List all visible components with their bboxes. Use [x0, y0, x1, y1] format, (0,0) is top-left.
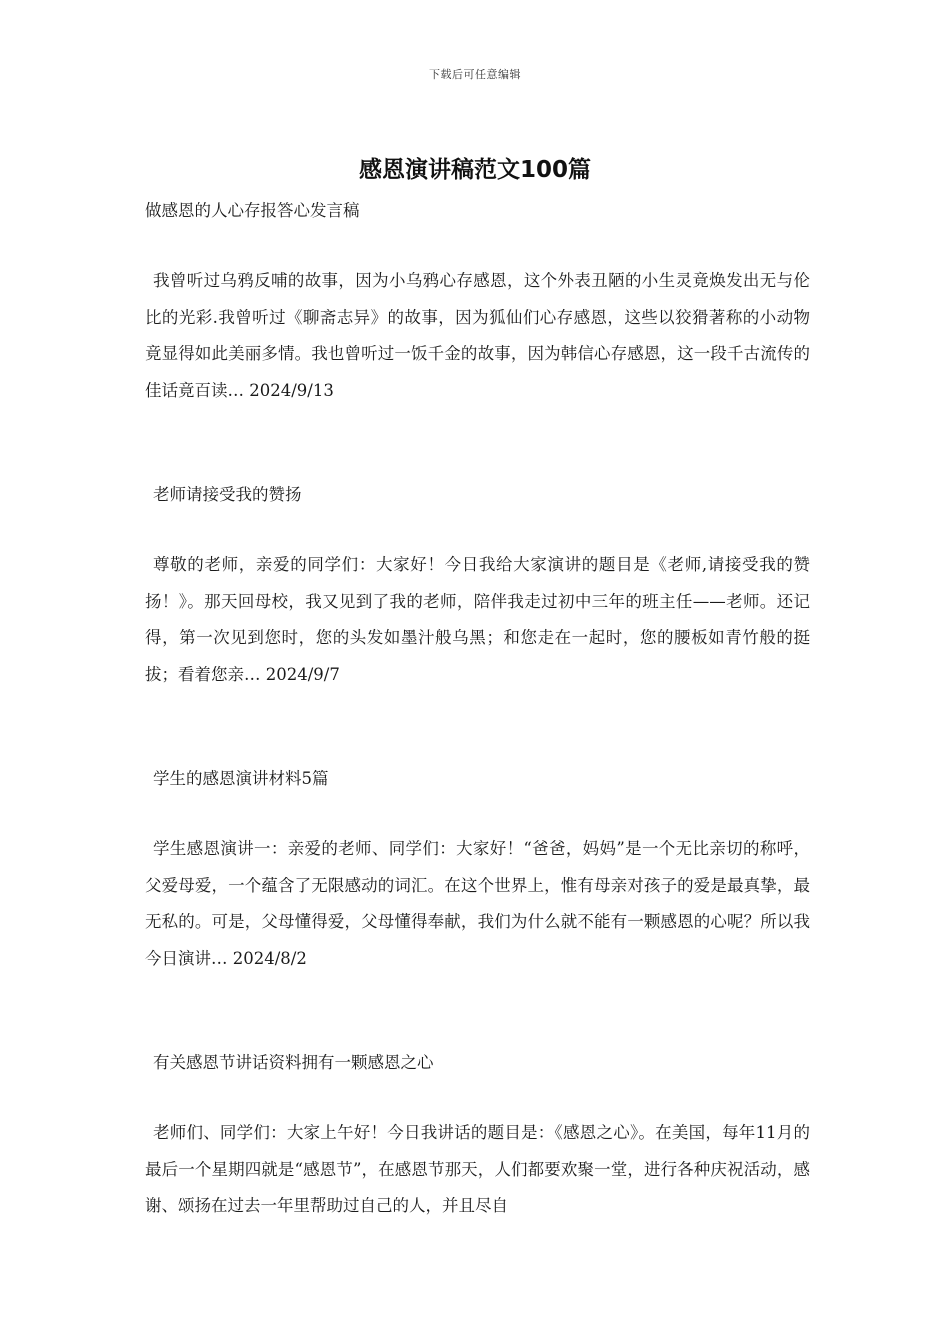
article-body	[145, 828, 810, 977]
article-4	[145, 1047, 810, 1225]
article-date: 2024/8/2	[232, 948, 307, 968]
article-heading: 有关感恩节讲话资料拥有一颗感恩之心	[153, 1053, 434, 1072]
article-date: 2024/9/7	[265, 664, 340, 684]
article-excerpt: 老师们、同学们：大家上午好！今日我讲话的题目是：《感恩之心》。在美国，每年11月的最后一个星期四就是“感恩节”，在感恩节那天，人们都要欢聚一堂，进行各种庆祝活动，感谢、颂扬在过去一年里帮助过自己的人，并且尽自	[145, 1123, 810, 1215]
article-body	[145, 1112, 810, 1225]
document-title: 感恩演讲稿范文100篇	[358, 157, 591, 183]
article-excerpt: 我曾听过乌鸦反哺的故事，因为小乌鸦心存感恩，这个外表丑陋的小生灵竟焕发出无与伦比的光彩.我曾听过《聊斋志异》的故事，因为狐仙们心存感恩，这些以狡猾著称的小动物竟显得如此美丽多情。我也曾听过一饭千金的故事，因为韩信心存感恩，这一段千古流传的佳话竟百读…	[145, 271, 810, 400]
article-excerpt: 尊敬的老师，亲爱的同学们：大家好！今日我给大家演讲的题目是《老师,请接受我的赞扬！》。那天回母校，我又见到了我的老师，陪伴我走过初中三年的班主任——老师。还记得，第一次见到您时，您的头发如墨汁般乌黑；和您走在一起时，您的腰板如青竹般的挺拔；看着您亲…	[145, 555, 810, 684]
article-body	[145, 260, 810, 409]
header-note: 下载后可任意编辑	[429, 68, 521, 81]
article-heading: 学生的感恩演讲材料5篇	[153, 769, 329, 788]
article-3	[145, 763, 810, 977]
article-2	[145, 479, 810, 693]
article-list	[145, 195, 810, 1225]
article-date: 2024/9/13	[249, 380, 334, 400]
article-heading: 老师请接受我的赞扬	[153, 485, 302, 504]
article-body	[145, 544, 810, 693]
article-excerpt: 学生感恩演讲一：亲爱的老师、同学们：大家好！“爸爸，妈妈”是一个无比亲切的称呼，父爱母爱，一个蕴含了无限感动的词汇。在这个世界上，惟有母亲对孩子的爱是最真挚，最无私的。可是，父母懂得爱，父母懂得奉献，我们为什么就不能有一颗感恩的心呢？所以我今日演讲…	[145, 839, 810, 968]
article-1	[145, 195, 810, 409]
article-heading: 做感恩的人心存报答心发言稿	[145, 201, 360, 220]
